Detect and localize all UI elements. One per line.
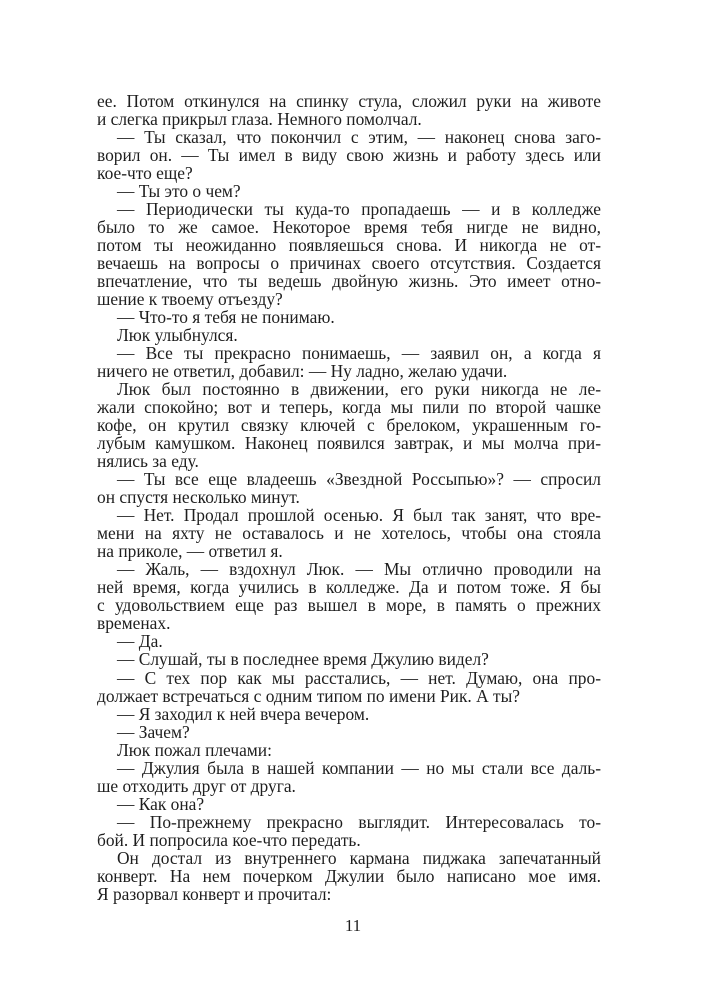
paragraph: [97, 723, 601, 741]
text-line: — Слушай, ты в последнее время Джулию видел?: [117, 649, 489, 670]
paragraph: [97, 380, 601, 470]
text-line: и слегка прикрыл глаза. Немного помолчал.: [97, 109, 422, 130]
text-line: ше отходить друг от друга.: [97, 775, 296, 796]
text-line: Люк пожал плечами:: [117, 739, 272, 760]
paragraph: [97, 470, 601, 506]
text-line: должает встречаться с одним типом по имени Рик. А ты?: [97, 685, 521, 706]
text-line: на приколе, — ответил я.: [97, 541, 283, 562]
text-line: ее. Потом откинулся на спинку стула, сложил руки на животе: [97, 91, 601, 111]
text-line: — По-прежнему прекрасно выглядит. Интересовалась то-: [117, 811, 601, 832]
paragraph: [97, 92, 601, 128]
text-line: — Ты это о чем?: [117, 181, 241, 202]
text-line: — Я заходил к ней вчера вечером.: [117, 703, 370, 724]
text-line: кое-что еще?: [97, 163, 193, 184]
paragraph: [97, 560, 601, 632]
text-line: Люк улыбнулся.: [117, 325, 238, 346]
text-line: вечаешь на вопросы о причинах своего отсутствия. Создается: [97, 253, 601, 274]
paragraph: [97, 705, 601, 723]
text-line: он спустя несколько минут.: [97, 487, 300, 508]
text-line: — Жаль, — вздохнул Люк. — Мы отлично проводили на: [117, 559, 601, 580]
text-line: с удовольствием еще раз вышел в море, в память о прежних: [97, 595, 601, 616]
text-line: — Как она?: [117, 793, 205, 814]
text-line: ней время, когда учились в колледже. Да и потом тоже. Я бы: [97, 577, 601, 598]
text-line: впечатление, что ты ведешь двойную жизнь. Это имеет отно-: [97, 271, 601, 292]
text-line: — Да.: [117, 631, 163, 652]
text-line: мени на яхту не оставалось и не хотелось, чтобы она стояла: [97, 523, 601, 544]
paragraph: [97, 759, 601, 795]
text-line: — Джулия была в нашей компании — но мы стали все даль-: [117, 757, 601, 778]
page-number: 11: [344, 916, 362, 935]
text-line: Я разорвал конверт и прочитал:: [97, 883, 332, 904]
paragraph: [97, 182, 601, 200]
paragraph: [97, 326, 601, 344]
text-line: потом ты неожиданно появляешься снова. И никогда не от-: [97, 235, 601, 256]
paragraph: [97, 795, 601, 813]
text-line: нялись за еду.: [97, 451, 199, 472]
text-line: лубым камушком. Наконец появился завтрак, и мы молча при-: [97, 433, 601, 454]
text-line: Люк был постоянно в движении, его руки никогда не ле-: [117, 379, 601, 400]
paragraph: [97, 669, 601, 705]
paragraph: [97, 200, 601, 308]
text-line: временах.: [97, 613, 171, 634]
text-line: кофе, он крутил связку ключей с брелоком, украшенным го-: [97, 415, 601, 436]
text-line: — С тех пор как мы расстались, — нет. Думаю, она про-: [117, 667, 601, 688]
text-line: — Ты сказал, что покончил с этим, — наконец снова заго-: [117, 127, 601, 148]
paragraph: [97, 344, 601, 380]
paragraph: [97, 650, 601, 668]
page-body-text: [97, 92, 601, 903]
paragraph: [97, 308, 601, 326]
text-line: — Зачем?: [117, 721, 190, 742]
text-line: ворил он. — Ты имел в виду свою жизнь и работу здесь или: [97, 145, 601, 166]
text-line: — Нет. Продал прошлой осенью. Я был так занят, что вре-: [117, 505, 601, 526]
paragraph: [97, 849, 601, 903]
paragraph: [97, 506, 601, 560]
text-line: жали спокойно; вот и теперь, когда мы пили по второй чашке: [97, 397, 601, 418]
paragraph: [97, 741, 601, 759]
text-line: было то же самое. Некоторое время тебя нигде не видно,: [97, 217, 601, 238]
text-line: — Все ты прекрасно понимаешь, — заявил он, а когда я: [117, 343, 601, 364]
text-line: ничего не ответил, добавил: — Ну ладно, желаю удачи.: [97, 361, 508, 382]
text-line: — Периодически ты куда-то пропадаешь — и в колледже: [117, 199, 601, 220]
text-line: бой. И попросила кое-что передать.: [97, 829, 361, 850]
text-line: шение к твоему отъезду?: [97, 289, 283, 310]
paragraph: [97, 632, 601, 650]
text-line: — Что-то я тебя не понимаю.: [117, 307, 335, 328]
paragraph: [97, 813, 601, 849]
text-line: Он достал из внутреннего кармана пиджака запечатанный: [117, 847, 601, 868]
paragraph: [97, 128, 601, 182]
text-line: конверт. На нем почерком Джулии было написано мое имя.: [97, 865, 601, 886]
text-line: — Ты все еще владеешь «Звездной Россыпью»? — спросил: [117, 469, 601, 490]
